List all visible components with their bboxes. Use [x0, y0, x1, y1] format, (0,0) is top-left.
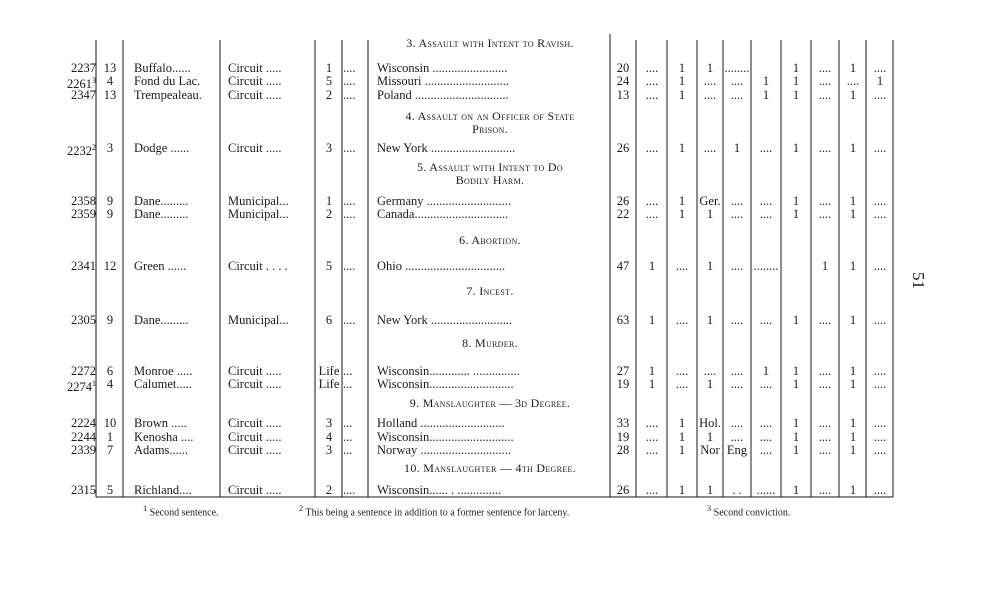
cell-d5: ....	[343, 259, 356, 273]
cell-term: 3	[325, 416, 333, 430]
cell-court: Circuit .....	[228, 61, 282, 75]
cell-nat: Poland ..............................	[377, 88, 509, 102]
cell-c: 1	[706, 61, 714, 75]
footnote-3: $^3$ Second conviction.	[707, 504, 791, 519]
cell-c: ....	[703, 74, 717, 88]
cell-b: 1	[678, 141, 686, 155]
cell-c2: 9	[106, 207, 114, 221]
cell-c2: 1	[106, 430, 114, 444]
cell-age: 19	[616, 430, 630, 444]
section-heading-assault-officer: 4. Assault on an Officer of State	[405, 109, 575, 123]
cell-c2: 4	[106, 74, 114, 88]
cell-c2: 13	[103, 61, 117, 75]
cell-d: . .	[732, 483, 742, 497]
cell-county: Fond du Lac.	[134, 74, 201, 88]
cell-nat: Wisconsin...........................	[377, 430, 514, 444]
cell-b: 1	[678, 74, 686, 88]
cell-d: ....	[730, 364, 744, 378]
cell-term: 2	[325, 88, 333, 102]
cell-e: 1	[762, 74, 770, 88]
cell-age: 28	[616, 443, 630, 457]
cell-nat: New York ...........................	[377, 141, 516, 155]
section-heading-assault-bodily-harm: 5. Assault with Intent to Do	[417, 160, 563, 174]
cell-d: ....	[730, 88, 744, 102]
cell-c: Hol.	[699, 416, 721, 430]
cell-no: 2341	[71, 259, 96, 273]
cell-no: 2339	[71, 443, 96, 457]
cell-court: Circuit .....	[228, 74, 282, 88]
cell-d5: ...	[343, 377, 353, 391]
cell-county: Calumet.....	[134, 377, 192, 391]
cell-d5: ....	[343, 141, 356, 155]
cell-county: Green ......	[134, 259, 187, 273]
cell-h: 1	[849, 207, 857, 221]
cell-d5: ....	[343, 207, 356, 221]
cell-d: ....	[730, 259, 744, 273]
cell-c: 1	[706, 430, 714, 444]
cell-nat: Holland ...........................	[377, 416, 505, 430]
cell-court: Circuit .....	[228, 416, 282, 430]
cell-f: 1	[792, 377, 800, 391]
cell-d: Eng	[726, 443, 748, 457]
cell-i: ....	[873, 61, 887, 75]
cell-court: Circuit .....	[228, 430, 282, 444]
cell-county: Adams......	[134, 443, 189, 457]
cell-h: 1	[849, 443, 857, 457]
cell-d5: ....	[343, 483, 356, 497]
cell-d: ....	[730, 194, 744, 208]
cell-g: ....	[818, 430, 832, 444]
cell-no: 2347	[71, 88, 96, 102]
cell-c2: 9	[106, 194, 114, 208]
cell-d5: ...	[343, 430, 353, 444]
cell-g: ....	[818, 443, 832, 457]
cell-f: 1	[792, 61, 800, 75]
cell-e: ....	[759, 377, 773, 391]
cell-court: Circuit .....	[228, 377, 282, 391]
cell-i: ....	[873, 207, 887, 221]
cell-county: Trempealeau.	[134, 88, 202, 102]
cell-a: ....	[645, 443, 659, 457]
section-heading-manslaughter-4th: 10. Manslaughter — 4th Degree.	[404, 461, 576, 475]
cell-c2: 9	[106, 313, 114, 327]
cell-d5: ....	[343, 194, 356, 208]
cell-c2: 10	[103, 416, 117, 430]
cell-term: Life	[318, 364, 340, 378]
cell-e: ....	[759, 194, 773, 208]
cell-county: Brown .....	[134, 416, 187, 430]
cell-g: 1	[821, 259, 829, 273]
cell-county: Monroe .....	[134, 364, 193, 378]
cell-e: ....	[759, 313, 773, 327]
cell-court: Municipal...	[228, 313, 289, 327]
cell-g: ....	[818, 416, 832, 430]
cell-g: ....	[818, 377, 832, 391]
cell-age: 22	[616, 207, 630, 221]
cell-c: 1	[706, 259, 714, 273]
cell-age: 13	[616, 88, 630, 102]
section-heading-abortion: 6. Abortion.	[459, 233, 521, 247]
cell-no: 2305	[71, 313, 96, 327]
cell-i: ....	[873, 430, 887, 444]
cell-a: 1	[648, 364, 656, 378]
cell-no: 2274$^1$	[67, 379, 96, 395]
cell-court: Circuit .....	[228, 141, 282, 155]
cell-age: 19	[616, 377, 630, 391]
cell-term: 1	[325, 61, 333, 75]
cell-no: 2244	[71, 430, 96, 444]
cell-d5: ....	[343, 74, 356, 88]
cell-f: 1	[792, 194, 800, 208]
cell-c: ....	[703, 88, 717, 102]
cell-g: ....	[818, 194, 832, 208]
cell-age: 26	[616, 483, 630, 497]
cell-i: ....	[873, 483, 887, 497]
cell-age: 63	[616, 313, 630, 327]
cell-nat: Wisconsin...... . ..............	[377, 483, 502, 497]
cell-c: 1	[706, 377, 714, 391]
cell-a: ....	[645, 194, 659, 208]
cell-d5: ...	[343, 443, 353, 457]
cell-b: ....	[675, 259, 689, 273]
cell-i: ....	[873, 377, 887, 391]
cell-age: 27	[616, 364, 630, 378]
cell-court: Circuit .....	[228, 443, 282, 457]
cell-county: Dane.........	[134, 194, 189, 208]
cell-i: ....	[873, 259, 887, 273]
footnote-1: $^1$ Second sentence.	[143, 504, 219, 519]
cell-nat: Ohio ................................	[377, 259, 506, 273]
cell-a: 1	[648, 259, 656, 273]
cell-term: 3	[325, 443, 333, 457]
cell-b: 1	[678, 61, 686, 75]
cell-i: ....	[873, 416, 887, 430]
cell-a: 1	[648, 377, 656, 391]
cell-e: ....	[759, 443, 773, 457]
cell-f: 1	[792, 443, 800, 457]
cell-g: ....	[818, 74, 832, 88]
cell-h: 1	[849, 88, 857, 102]
cell-e: 1	[762, 364, 770, 378]
cell-d: 1	[733, 141, 741, 155]
cell-nat: New York ..........................	[377, 313, 513, 327]
cell-no: 2224	[71, 416, 96, 430]
cell-c2: 12	[103, 259, 117, 273]
cell-d5: ...	[343, 416, 353, 430]
cell-no: 2232$^2$	[67, 143, 96, 159]
cell-f: 1	[792, 313, 800, 327]
cell-e: ....	[759, 416, 773, 430]
cell-h: 1	[849, 313, 857, 327]
cell-court: Circuit .....	[228, 364, 282, 378]
cell-nat: Wisconsin............. ...............	[377, 364, 520, 378]
section-heading-assault-bodily-harm-cont: Bodily Harm.	[455, 173, 525, 187]
cell-d: ....	[730, 313, 744, 327]
cell-g: ....	[818, 207, 832, 221]
cell-g: ....	[818, 364, 832, 378]
cell-b: 1	[678, 430, 686, 444]
cell-term: 1	[325, 194, 333, 208]
cell-court: Circuit .....	[228, 88, 282, 102]
cell-d5: ....	[343, 88, 356, 102]
cell-b: ....	[675, 313, 689, 327]
cell-a: ....	[645, 207, 659, 221]
cell-c2: 3	[106, 141, 114, 155]
cell-county: Kenosha ....	[134, 430, 194, 444]
cell-age: 20	[616, 61, 630, 75]
cell-a: ....	[645, 74, 659, 88]
cell-d: ....	[730, 430, 744, 444]
cell-e: ....	[759, 141, 773, 155]
cell-e: ......	[756, 483, 776, 497]
cell-no: 2359	[71, 207, 96, 221]
cell-h: 1	[849, 483, 857, 497]
cell-e: ........	[753, 259, 779, 273]
cell-h: 1	[849, 430, 857, 444]
cell-h: 1	[849, 364, 857, 378]
cell-h: ....	[846, 74, 860, 88]
cell-age: 47	[616, 259, 630, 273]
cell-c: Ger.	[699, 194, 721, 208]
cell-f: 1	[792, 416, 800, 430]
cell-i: 1	[876, 74, 884, 88]
cell-f: 1	[792, 207, 800, 221]
cell-h: 1	[849, 259, 857, 273]
cell-b: ....	[675, 364, 689, 378]
cell-court: Municipal...	[228, 194, 289, 208]
cell-term: 3	[325, 141, 333, 155]
cell-c2: 5	[106, 483, 114, 497]
cell-i: ....	[873, 443, 887, 457]
cell-h: 1	[849, 141, 857, 155]
cell-f: 1	[792, 74, 800, 88]
cell-a: ....	[645, 483, 659, 497]
cell-county: Richland....	[134, 483, 192, 497]
cell-d: ....	[730, 207, 744, 221]
cell-e: ....	[759, 430, 773, 444]
cell-no: 2315	[71, 483, 96, 497]
cell-nat: Wisconsin ........................	[377, 61, 508, 75]
cell-age: 26	[616, 194, 630, 208]
cell-a: 1	[648, 313, 656, 327]
cell-c: 1	[706, 313, 714, 327]
cell-county: Dodge ......	[134, 141, 190, 155]
cell-d5: ....	[343, 313, 356, 327]
footnote-2: $^2$ This being a sentence in addition to a former sentence for larceny.	[299, 504, 570, 519]
cell-term: 5	[325, 259, 333, 273]
cell-i: ....	[873, 88, 887, 102]
cell-nat: Germany ...........................	[377, 194, 512, 208]
cell-a: ....	[645, 141, 659, 155]
cell-court: Circuit .....	[228, 483, 282, 497]
cell-f: 1	[792, 141, 800, 155]
cell-term: 4	[325, 430, 333, 444]
cell-h: 1	[849, 377, 857, 391]
cell-c: 1	[706, 483, 714, 497]
cell-f: 1	[792, 364, 800, 378]
cell-b: 1	[678, 416, 686, 430]
cell-term: 5	[325, 74, 333, 88]
cell-g: ....	[818, 141, 832, 155]
cell-a: ....	[645, 61, 659, 75]
cell-age: 26	[616, 141, 630, 155]
section-heading-assault-officer-cont: Prison.	[472, 122, 508, 136]
cell-a: ....	[645, 430, 659, 444]
cell-f: 1	[792, 430, 800, 444]
cell-term: Life	[318, 377, 340, 391]
cell-c2: 7	[106, 443, 114, 457]
cell-c: ....	[703, 141, 717, 155]
cell-g: ....	[818, 483, 832, 497]
cell-c2: 6	[106, 364, 114, 378]
cell-b: 1	[678, 483, 686, 497]
section-heading-murder: 8. Murder.	[462, 336, 518, 350]
cell-d: ........	[724, 61, 750, 75]
cell-d5: ....	[343, 61, 356, 75]
cell-nat: Wisconsin...........................	[377, 377, 514, 391]
cell-b: 1	[678, 443, 686, 457]
section-heading-manslaughter-3d: 9. Manslaughter — 3d Degree.	[409, 396, 571, 410]
cell-f: 1	[792, 483, 800, 497]
cell-term: 6	[325, 313, 333, 327]
cell-b: 1	[678, 194, 686, 208]
cell-d5: ...	[343, 364, 353, 378]
cell-c: 1	[706, 207, 714, 221]
cell-age: 33	[616, 416, 630, 430]
cell-c2: 13	[103, 88, 117, 102]
cell-no: 2237	[71, 61, 96, 75]
cell-b: ....	[675, 377, 689, 391]
cell-h: 1	[849, 416, 857, 430]
cell-d: ....	[730, 377, 744, 391]
section-heading-incest: 7. Incest.	[466, 284, 514, 298]
cell-term: 2	[325, 483, 333, 497]
cell-g: ....	[818, 61, 832, 75]
cell-e: 1	[762, 88, 770, 102]
cell-county: Dane.........	[134, 313, 189, 327]
cell-a: ....	[645, 88, 659, 102]
cell-c2: 4	[106, 377, 114, 391]
cell-court: Circuit . . . .	[228, 259, 288, 273]
cell-h: 1	[849, 61, 857, 75]
cell-g: ....	[818, 313, 832, 327]
page-number: 51	[909, 272, 928, 289]
cell-i: ....	[873, 141, 887, 155]
cell-no: 2272	[71, 364, 96, 378]
cell-b: 1	[678, 207, 686, 221]
cell-f: 1	[792, 88, 800, 102]
cell-e: ....	[759, 207, 773, 221]
cell-a: ....	[645, 416, 659, 430]
section-heading-assault-ravish: 3. Assault with Intent to Ravish.	[406, 36, 574, 50]
cell-age: 24	[616, 74, 630, 88]
cell-term: 2	[325, 207, 333, 221]
cell-d: ....	[730, 74, 744, 88]
cell-g: ....	[818, 88, 832, 102]
cell-b: 1	[678, 88, 686, 102]
cell-h: 1	[849, 194, 857, 208]
cell-i: ....	[873, 313, 887, 327]
cell-i: ....	[873, 364, 887, 378]
cell-court: Municipal...	[228, 207, 289, 221]
cell-c: ....	[703, 364, 717, 378]
cell-nat: Norway .............................	[377, 443, 512, 457]
cell-nat: Missouri ...........................	[377, 74, 509, 88]
cell-c: Nor	[700, 443, 720, 457]
cell-nat: Canada..............................	[377, 207, 509, 221]
cell-no: 2261$^3$	[67, 76, 96, 92]
cell-d: ....	[730, 416, 744, 430]
cell-county: Dane.........	[134, 207, 189, 221]
cell-county: Buffalo......	[134, 61, 191, 75]
cell-i: ....	[873, 194, 887, 208]
cell-no: 2358	[71, 194, 96, 208]
